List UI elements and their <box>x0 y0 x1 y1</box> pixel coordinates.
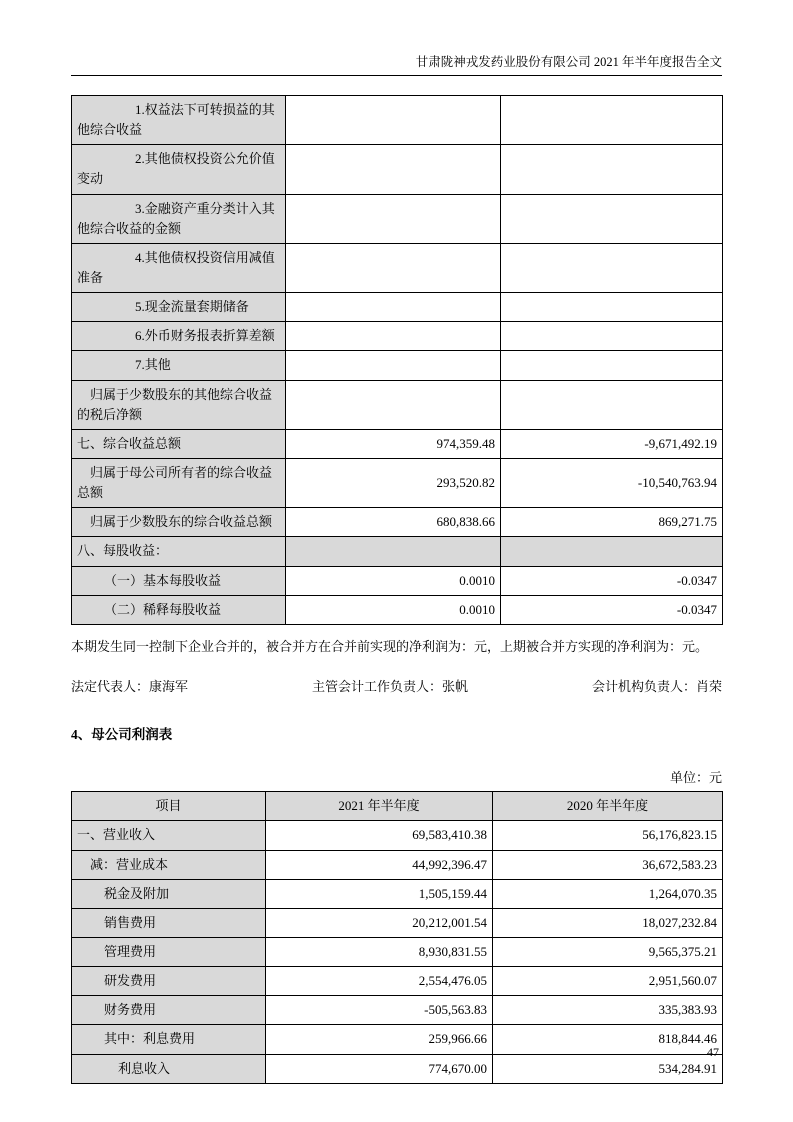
row-label: 研发费用 <box>72 967 266 996</box>
header-2021: 2021 年半年度 <box>266 792 493 821</box>
table-row <box>72 537 723 566</box>
value-2020: 56,176,823.15 <box>493 821 723 850</box>
signature-line <box>71 676 722 695</box>
value-current <box>286 145 501 194</box>
row-label: 4.其他债权投资信用减值准备 <box>72 243 286 292</box>
value-2020: 2,951,560.07 <box>493 967 723 996</box>
value-prior <box>501 380 723 429</box>
value-prior <box>501 537 723 566</box>
value-2020: 18,027,232.84 <box>493 908 723 937</box>
table-row <box>72 908 723 937</box>
row-label: 税金及附加 <box>72 879 266 908</box>
value-current <box>286 96 501 145</box>
header-item: 项目 <box>72 792 266 821</box>
row-label: 5.现金流量套期储备 <box>72 293 286 322</box>
table-row <box>72 458 723 507</box>
value-2021: 44,992,396.47 <box>266 850 493 879</box>
value-current: 680,838.66 <box>286 508 501 537</box>
value-2020: 1,264,070.35 <box>493 879 723 908</box>
row-label: 3.金融资产重分类计入其他综合收益的金额 <box>72 194 286 243</box>
value-2021: 1,505,159.44 <box>266 879 493 908</box>
value-2020: 9,565,375.21 <box>493 938 723 967</box>
row-label: 管理费用 <box>72 938 266 967</box>
value-prior <box>501 145 723 194</box>
value-prior: -0.0347 <box>501 595 723 624</box>
table-row <box>72 879 723 908</box>
value-current <box>286 380 501 429</box>
table-row <box>72 996 723 1025</box>
value-current <box>286 293 501 322</box>
value-current: 293,520.82 <box>286 458 501 507</box>
value-2021: 774,670.00 <box>266 1054 493 1083</box>
value-2021: 20,212,001.54 <box>266 908 493 937</box>
row-label: 6.外币财务报表折算差额 <box>72 322 286 351</box>
unit-label: 单位：元 <box>669 770 722 786</box>
value-2020: 335,383.93 <box>493 996 723 1025</box>
value-current <box>286 243 501 292</box>
section-title: 4、母公司利润表 <box>71 727 173 743</box>
row-label: 财务费用 <box>72 996 266 1025</box>
row-label: 减：营业成本 <box>72 850 266 879</box>
row-label: 销售费用 <box>72 908 266 937</box>
row-label: 利息收入 <box>72 1054 266 1083</box>
value-current: 0.0010 <box>286 566 501 595</box>
value-current: 0.0010 <box>286 595 501 624</box>
document-title: 甘肃陇神戎发药业股份有限公司 2021 年半年度报告全文 <box>415 55 722 69</box>
chief-accountant: 主管会计工作负责人：张帆 <box>311 679 468 695</box>
row-label: （二）稀释每股收益 <box>72 595 286 624</box>
row-label: 其中：利息费用 <box>72 1025 266 1054</box>
value-current: 974,359.48 <box>286 429 501 458</box>
table-row <box>72 145 723 194</box>
value-current <box>286 351 501 380</box>
value-2020: 534,284.91 <box>493 1054 723 1083</box>
table-row <box>72 566 723 595</box>
page-number: 47 <box>707 1045 719 1059</box>
comprehensive-income-table <box>71 95 723 625</box>
table-row <box>72 508 723 537</box>
value-2020: 36,672,583.23 <box>493 850 723 879</box>
row-label: 八、每股收益： <box>72 537 286 566</box>
merger-net-profit-note: 本期发生同一控制下企业合并的，被合并方在合并前实现的净利润为：元，上期被合并方实现的净利润为：元。 <box>71 638 709 654</box>
table-row <box>72 243 723 292</box>
row-label: 七、综合收益总额 <box>72 429 286 458</box>
table-row <box>72 967 723 996</box>
table-row <box>72 938 723 967</box>
row-label: 2.其他债权投资公允价值变动 <box>72 145 286 194</box>
row-label: 7.其他 <box>72 351 286 380</box>
value-prior <box>501 96 723 145</box>
value-prior <box>501 322 723 351</box>
value-2021: -505,563.83 <box>266 996 493 1025</box>
value-prior <box>501 351 723 380</box>
legal-representative: 法定代表人：康海军 <box>71 679 189 695</box>
value-2021: 8,930,831.55 <box>266 938 493 967</box>
value-current <box>286 322 501 351</box>
value-prior: -0.0347 <box>501 566 723 595</box>
table-row <box>72 194 723 243</box>
table-header-row <box>72 792 723 821</box>
table-row <box>72 595 723 624</box>
table-row <box>72 850 723 879</box>
table-row <box>72 293 723 322</box>
parent-company-income-table <box>71 791 723 1083</box>
header-2020: 2020 年半年度 <box>493 792 723 821</box>
value-current <box>286 194 501 243</box>
value-2021: 69,583,410.38 <box>266 821 493 850</box>
value-2020: 818,844.46 <box>493 1025 723 1054</box>
value-current <box>286 537 501 566</box>
value-2021: 2,554,476.05 <box>266 967 493 996</box>
value-prior: -9,671,492.19 <box>501 429 723 458</box>
row-label: 归属于母公司所有者的综合收益总额 <box>72 458 286 507</box>
row-label: 归属于少数股东的其他综合收益的税后净额 <box>72 380 286 429</box>
value-prior: 869,271.75 <box>501 508 723 537</box>
table-row <box>72 1025 723 1054</box>
table-row <box>72 380 723 429</box>
page-header <box>71 52 722 76</box>
table-row <box>72 322 723 351</box>
value-prior <box>501 293 723 322</box>
value-prior: -10,540,763.94 <box>501 458 723 507</box>
table-row <box>72 821 723 850</box>
value-prior <box>501 194 723 243</box>
row-label: 归属于少数股东的综合收益总额 <box>72 508 286 537</box>
row-label: 1.权益法下可转损益的其他综合收益 <box>72 96 286 145</box>
row-label: （一）基本每股收益 <box>72 566 286 595</box>
table-row <box>72 1054 723 1083</box>
value-2021: 259,966.66 <box>266 1025 493 1054</box>
table-row <box>72 351 723 380</box>
table-row <box>72 429 723 458</box>
row-label: 一、营业收入 <box>72 821 266 850</box>
value-prior <box>501 243 723 292</box>
accounting-head: 会计机构负责人：肖荣 <box>591 679 722 695</box>
table-row <box>72 96 723 145</box>
